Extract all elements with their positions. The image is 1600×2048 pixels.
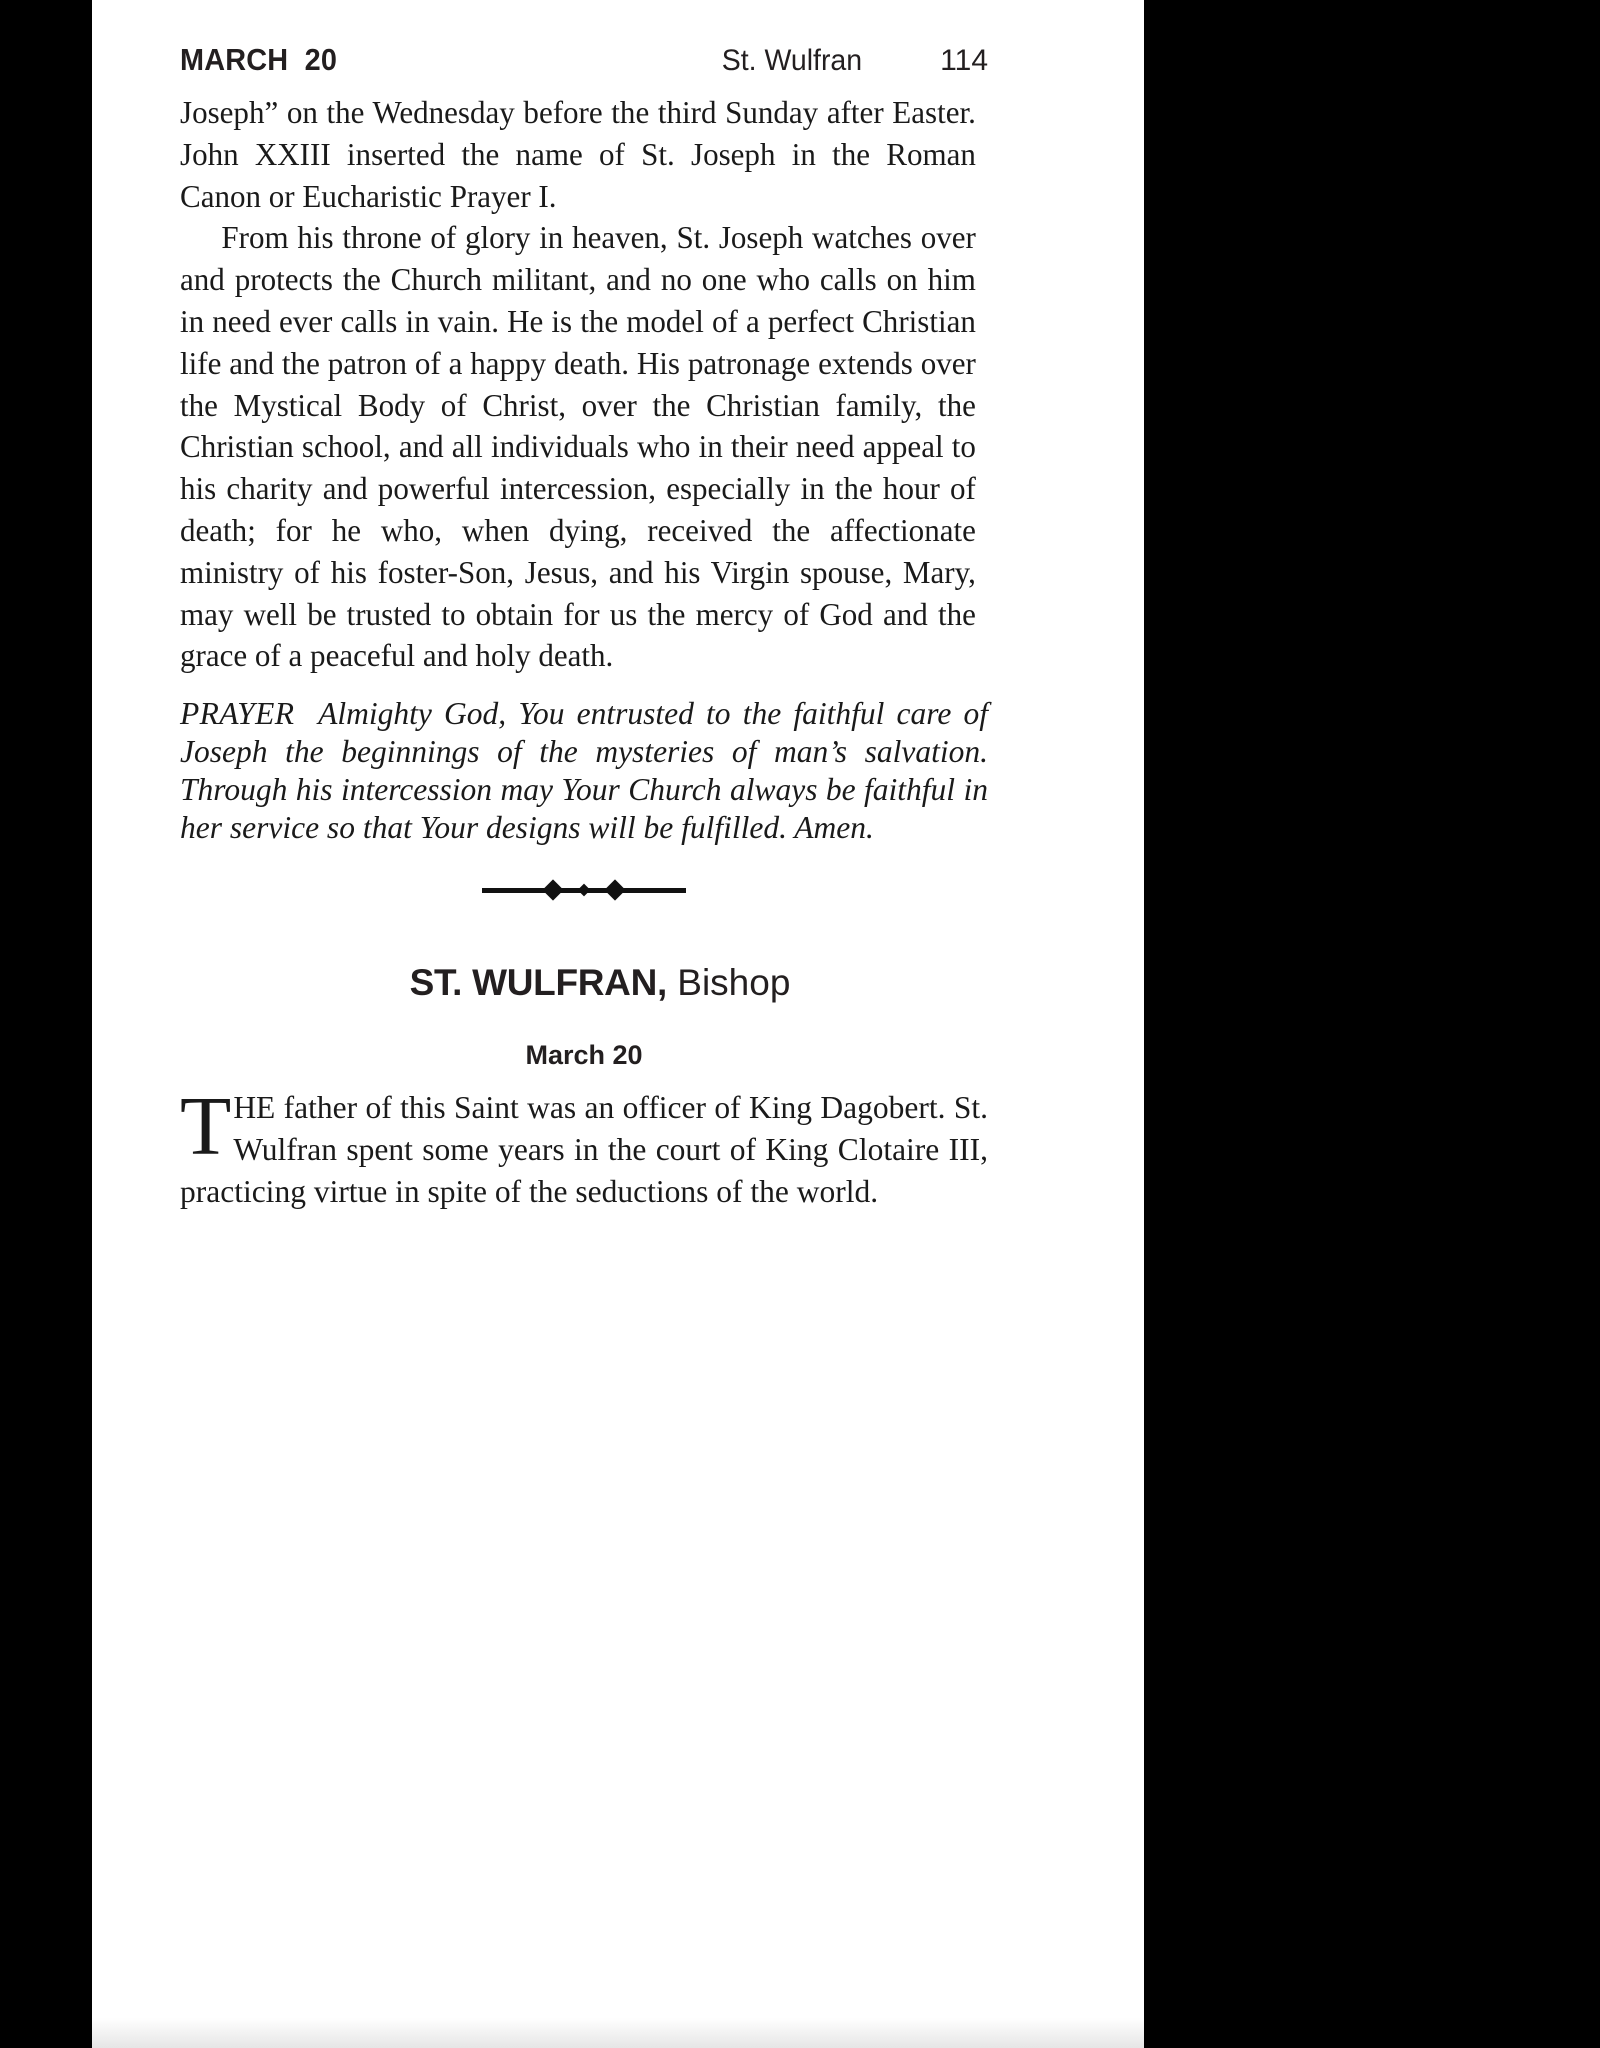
paragraph-continued: Joseph” on the Wednesday before the third Sunday after Easter. John XXIII inserted the name of St. Joseph in the Roman Canon or Eucharistic Prayer I. [180, 95, 976, 214]
divider-rule [482, 888, 686, 893]
running-head-saint-name: St. Wulfran [722, 44, 863, 77]
diamond-icon-right [604, 880, 625, 901]
drop-cap-letter: T [180, 1080, 232, 1174]
running-head-date: MARCH 20 [180, 42, 338, 77]
section-separator [667, 962, 677, 1003]
running-head [180, 0, 988, 92]
prayer-block [180, 695, 988, 846]
section-feast-date: March 20 [525, 1040, 643, 1071]
prayer-label: PRAYER [180, 696, 295, 732]
prayer-text: Almighty God, You entrusted to the faithful care of Joseph the beginnings of the mysteries of man’s salvation. Through his intercession may Your Church always be faithful in her service so that Your designs will be fulfilled. Amen. [180, 696, 988, 845]
section-opening-text: HE father of this Saint was an officer of King Dagobert. St. Wulfran spent some years in the court of King Clotaire III, practicing virtue in spite of the seductions of the world. [180, 1090, 988, 1209]
prayer-label-gap [294, 696, 318, 731]
page-number: 114 [940, 44, 988, 77]
section-saint-rank: Bishop [677, 962, 791, 1004]
page-content-column [180, 0, 988, 1213]
body-text-block [180, 92, 976, 677]
section-heading [180, 944, 988, 1022]
section-divider [180, 862, 988, 918]
diamond-icon-center [578, 884, 591, 897]
diamond-icon-left [542, 880, 563, 901]
section-saint-name: ST. WULFRAN, [409, 962, 667, 1004]
paragraph-st-joseph-patronage: From his throne of glory in heaven, St. Joseph watches over and protects the Church militant, and no one who calls on him in need ever calls in vain. He is the model of a perfect Christian life and the patron of a happy death. His patronage extends over the Mystical Body of Christ, over the Christian family, the Christian school, and all individuals who in their need appeal to his charity and powerful intercession, especially in the hour of death; for he who, when dying, received the affectionate ministry of his foster-Son, Jesus, and his Virgin spouse, Mary, may well be trusted to obtain for us the mercy of God and the grace of a peaceful and holy death. [180, 220, 976, 674]
scanned-page-sheet [92, 0, 1144, 2048]
section-opening-paragraph [180, 1080, 988, 1212]
scan-edge-shading [92, 2018, 1144, 2048]
